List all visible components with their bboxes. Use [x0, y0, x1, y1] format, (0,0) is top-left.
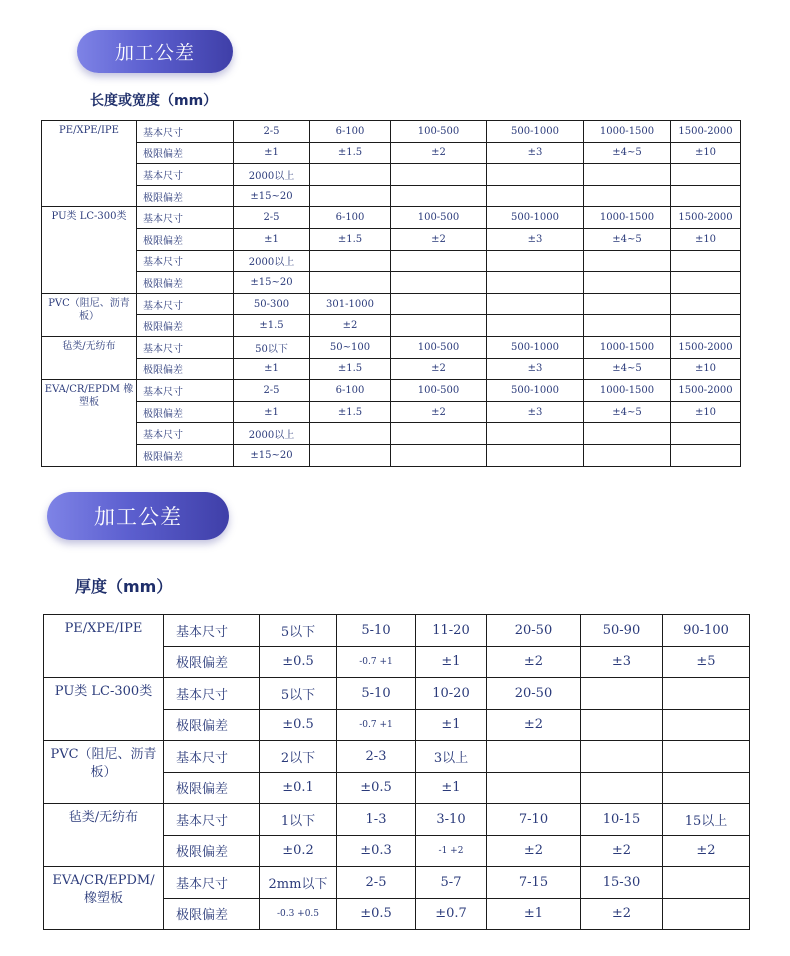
table-cell: ±0.7 [416, 898, 487, 930]
table-cell: 3以上 [416, 741, 487, 773]
table-cell: ±0.1 [260, 772, 337, 804]
table-cell: 2以下 [260, 741, 337, 773]
table-row [42, 336, 741, 358]
table-cell: 1-3 [337, 804, 416, 836]
table-cell: ±4~5 [584, 401, 671, 423]
table-row [42, 444, 741, 466]
table-cell: 2-5 [234, 121, 310, 143]
table-cell: ±1 [234, 228, 310, 250]
table-cell: 500-1000 [487, 121, 584, 143]
material-name: PE/XPE/IPE [44, 615, 164, 678]
row-label: 基本尺寸 [137, 121, 234, 143]
table-row [42, 185, 741, 207]
table-cell [584, 272, 671, 294]
table-cell [310, 164, 391, 186]
table-cell: ±2 [391, 142, 487, 164]
table-cell: 500-1000 [487, 207, 584, 229]
table-cell: ±3 [487, 228, 584, 250]
row-label: 基本尺寸 [137, 423, 234, 445]
table-cell: 1500-2000 [671, 207, 741, 229]
row-label: 基本尺寸 [137, 207, 234, 229]
table-cell: 3-10 [416, 804, 487, 836]
table-row [42, 164, 741, 186]
table-cell [671, 185, 741, 207]
table-cell: 2mm以下 [260, 867, 337, 899]
table-cell: ±1.5 [310, 228, 391, 250]
table-cell: ±2 [487, 835, 581, 867]
table-cell: 500-1000 [487, 336, 584, 358]
table-cell: 6-100 [310, 121, 391, 143]
section-badge-length: 加工公差 [77, 30, 233, 73]
table-cell [671, 444, 741, 466]
material-name: 毡类/无纺布 [42, 336, 137, 379]
table-cell [391, 293, 487, 315]
table-cell [487, 164, 584, 186]
table-row [42, 380, 741, 402]
table-cell [663, 772, 750, 804]
table-cell [584, 423, 671, 445]
table-cell: 20-50 [487, 615, 581, 647]
table-cell: 1000-1500 [584, 121, 671, 143]
row-label: 基本尺寸 [137, 293, 234, 315]
table-row [42, 207, 741, 229]
table-cell [663, 898, 750, 930]
table-cell [584, 185, 671, 207]
table-row [42, 315, 741, 337]
table-cell: 11-20 [416, 615, 487, 647]
row-label: 极限偏差 [164, 898, 260, 930]
table-cell: -1 +2 [416, 835, 487, 867]
table-cell: ±1 [416, 772, 487, 804]
table-cell [391, 272, 487, 294]
thickness-tolerance-table [43, 614, 750, 930]
table-cell [487, 250, 584, 272]
table-cell: 10-15 [581, 804, 663, 836]
table-cell [487, 185, 584, 207]
table-cell: ±1 [234, 401, 310, 423]
table-cell: ±2 [581, 835, 663, 867]
table-cell [487, 293, 584, 315]
table-cell: -0.7 +1 [337, 709, 416, 741]
table-cell: ±3 [581, 646, 663, 678]
table-cell: 2-3 [337, 741, 416, 773]
table-cell [581, 741, 663, 773]
table-cell [310, 250, 391, 272]
table-cell: ±1 [234, 358, 310, 380]
table-cell [671, 315, 741, 337]
row-label: 基本尺寸 [137, 336, 234, 358]
table-cell: ±2 [663, 835, 750, 867]
table-cell: 5以下 [260, 678, 337, 710]
table-row [42, 358, 741, 380]
table-cell: 1500-2000 [671, 336, 741, 358]
table-cell: 7-15 [487, 867, 581, 899]
table-cell: ±2 [581, 898, 663, 930]
table-row [42, 423, 741, 445]
row-label: 极限偏差 [137, 315, 234, 337]
table-cell [487, 272, 584, 294]
table-cell: ±10 [671, 228, 741, 250]
table-cell: ±10 [671, 358, 741, 380]
row-label: 极限偏差 [164, 835, 260, 867]
table-cell [391, 250, 487, 272]
table-cell [391, 315, 487, 337]
table-cell: ±2 [391, 401, 487, 423]
table-cell: -0.7 +1 [337, 646, 416, 678]
row-label: 极限偏差 [137, 228, 234, 250]
material-name: PU类 LC-300类 [44, 678, 164, 741]
table-cell: ±1 [487, 898, 581, 930]
table-cell: ±10 [671, 142, 741, 164]
table-cell: 50以下 [234, 336, 310, 358]
table-cell: ±3 [487, 401, 584, 423]
row-label: 极限偏差 [137, 142, 234, 164]
table-row [44, 867, 750, 899]
row-label: 极限偏差 [164, 709, 260, 741]
table-cell: 1000-1500 [584, 380, 671, 402]
row-label: 极限偏差 [137, 272, 234, 294]
table-row [44, 615, 750, 647]
table-cell: -0.3 +0.5 [260, 898, 337, 930]
table-cell: 100-500 [391, 207, 487, 229]
row-label: 基本尺寸 [164, 804, 260, 836]
table-cell: ±1.5 [310, 358, 391, 380]
table-cell [487, 741, 581, 773]
table-cell: ±0.2 [260, 835, 337, 867]
table-cell: ±4~5 [584, 228, 671, 250]
table-cell: 2-5 [234, 380, 310, 402]
table-cell: 2-5 [234, 207, 310, 229]
length-tolerance-table [41, 120, 741, 467]
row-label: 极限偏差 [137, 444, 234, 466]
table-cell: ±0.5 [337, 898, 416, 930]
table-cell: 1500-2000 [671, 121, 741, 143]
row-label: 基本尺寸 [164, 741, 260, 773]
table-cell: ±15~20 [234, 272, 310, 294]
table-cell [584, 164, 671, 186]
row-label: 极限偏差 [164, 646, 260, 678]
table-cell [391, 423, 487, 445]
table-row [42, 121, 741, 143]
row-label: 基本尺寸 [137, 380, 234, 402]
table-cell [487, 444, 584, 466]
table-cell: ±0.3 [337, 835, 416, 867]
row-label: 极限偏差 [164, 772, 260, 804]
table-cell: ±0.5 [260, 709, 337, 741]
table-row [44, 678, 750, 710]
table-cell [581, 709, 663, 741]
table-cell: 100-500 [391, 121, 487, 143]
table-row [42, 401, 741, 423]
table-cell [310, 444, 391, 466]
table-cell: 90-100 [663, 615, 750, 647]
table-cell: 5-10 [337, 615, 416, 647]
table-cell: 500-1000 [487, 380, 584, 402]
table-cell [310, 423, 391, 445]
table-cell: 1500-2000 [671, 380, 741, 402]
row-label: 基本尺寸 [164, 867, 260, 899]
table-cell: ±4~5 [584, 142, 671, 164]
row-label: 基本尺寸 [164, 615, 260, 647]
table-cell: 6-100 [310, 207, 391, 229]
table-cell [671, 272, 741, 294]
table-cell [487, 315, 584, 337]
table-cell: 15以上 [663, 804, 750, 836]
table-row [42, 272, 741, 294]
material-name: PVC（阻尼、沥青板） [44, 741, 164, 804]
row-label: 极限偏差 [137, 358, 234, 380]
table-cell: 50~100 [310, 336, 391, 358]
row-label: 基本尺寸 [137, 164, 234, 186]
table-cell [584, 293, 671, 315]
table-cell: 301-1000 [310, 293, 391, 315]
table-cell [584, 250, 671, 272]
table-cell [663, 741, 750, 773]
table-cell: ±1 [234, 142, 310, 164]
section-subtitle-thickness: 厚度（mm） [75, 577, 173, 596]
table-cell: ±1 [416, 709, 487, 741]
table-cell: ±15~20 [234, 444, 310, 466]
table-cell [584, 444, 671, 466]
table-cell: 100-500 [391, 380, 487, 402]
section-badge-thickness: 加工公差 [47, 492, 229, 540]
table-cell: 10-20 [416, 678, 487, 710]
table-cell: ±2 [310, 315, 391, 337]
table-cell: ±2 [391, 228, 487, 250]
table-cell [584, 315, 671, 337]
material-name: PU类 LC-300类 [42, 207, 137, 293]
table-cell: ±3 [487, 358, 584, 380]
table-cell [671, 293, 741, 315]
table-cell: ±5 [663, 646, 750, 678]
material-name: EVA/CR/EPDM 橡塑板 [42, 380, 137, 466]
table-cell [487, 772, 581, 804]
row-label: 极限偏差 [137, 185, 234, 207]
table-cell [487, 423, 584, 445]
material-name: 毡类/无纺布 [44, 804, 164, 867]
table-row [42, 228, 741, 250]
material-name: PVC（阻尼、沥青板） [42, 293, 137, 336]
table-cell: ±10 [671, 401, 741, 423]
table-cell [663, 678, 750, 710]
table-cell: 5-10 [337, 678, 416, 710]
row-label: 基本尺寸 [164, 678, 260, 710]
table-cell [581, 678, 663, 710]
table-cell [671, 164, 741, 186]
table-cell [671, 423, 741, 445]
table-cell [310, 272, 391, 294]
table-cell: 7-10 [487, 804, 581, 836]
material-name: PE/XPE/IPE [42, 121, 137, 207]
table-cell [391, 185, 487, 207]
row-label: 极限偏差 [137, 401, 234, 423]
table-cell: 6-100 [310, 380, 391, 402]
table-cell [391, 164, 487, 186]
table-cell: 2000以上 [234, 423, 310, 445]
table-cell: 20-50 [487, 678, 581, 710]
table-cell: 5以下 [260, 615, 337, 647]
table-row [44, 741, 750, 773]
table-cell: ±0.5 [260, 646, 337, 678]
table-cell: ±15~20 [234, 185, 310, 207]
section-subtitle-length: 长度或宽度（mm） [90, 93, 218, 109]
table-cell: 1以下 [260, 804, 337, 836]
table-cell: 100-500 [391, 336, 487, 358]
table-cell: ±4~5 [584, 358, 671, 380]
table-cell: ±2 [487, 709, 581, 741]
table-row [42, 250, 741, 272]
table-cell: ±2 [487, 646, 581, 678]
table-cell [663, 867, 750, 899]
table-row [44, 804, 750, 836]
row-label: 基本尺寸 [137, 250, 234, 272]
table-cell: 15-30 [581, 867, 663, 899]
table-cell: ±3 [487, 142, 584, 164]
table-row [42, 293, 741, 315]
material-name: EVA/CR/EPDM/ 橡塑板 [44, 867, 164, 930]
table-cell: 2000以上 [234, 250, 310, 272]
table-cell: 2000以上 [234, 164, 310, 186]
table-cell: 1000-1500 [584, 336, 671, 358]
table-cell: ±0.5 [337, 772, 416, 804]
table-cell: ±1.5 [310, 401, 391, 423]
table-cell: ±2 [391, 358, 487, 380]
table-cell: 1000-1500 [584, 207, 671, 229]
table-cell [310, 185, 391, 207]
table-cell [581, 772, 663, 804]
table-cell: ±1 [416, 646, 487, 678]
table-cell: 50-90 [581, 615, 663, 647]
table-cell [391, 444, 487, 466]
table-cell: 2-5 [337, 867, 416, 899]
table-cell [671, 250, 741, 272]
table-cell [663, 709, 750, 741]
table-cell: 50-300 [234, 293, 310, 315]
table-cell: ±1.5 [310, 142, 391, 164]
table-row [42, 142, 741, 164]
table-cell: ±1.5 [234, 315, 310, 337]
table-cell: 5-7 [416, 867, 487, 899]
